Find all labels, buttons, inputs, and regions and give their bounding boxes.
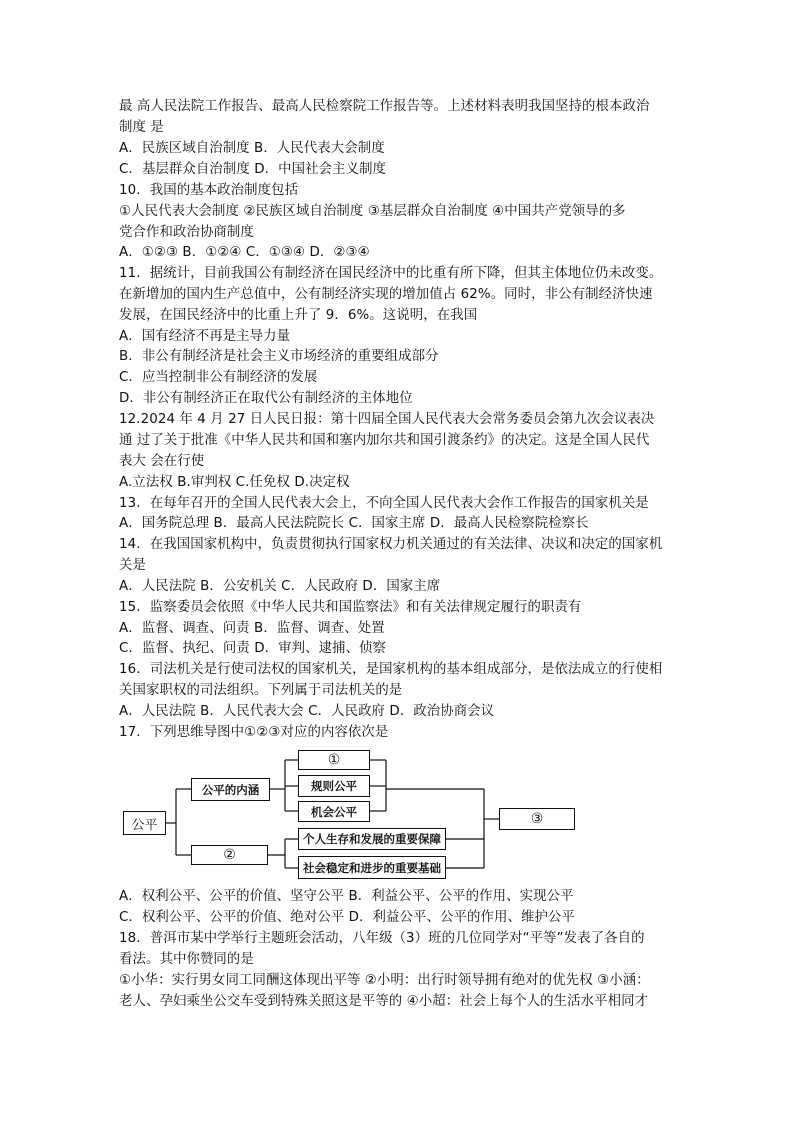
text-line: 发展，在国民经济中的比重上升了 9．6%。这说明，在我国: [119, 308, 478, 323]
text-line: 党合作和政治协商制度: [119, 225, 254, 240]
text-line: 在新增加的国内生产总值中，公有制经济实现的增加值占 62%。同时，非公有制经济快速: [119, 287, 653, 302]
option-line: D．非公有制经济正在取代公有制经济的主体地位: [119, 391, 413, 406]
text-line: 看法。其中你赞同的是: [119, 952, 254, 967]
option-line: B．非公有制经济是社会主义市场经济的重要组成部分: [119, 349, 439, 364]
text-line: 关国家职权的司法组织。下列属于司法机关的是: [119, 683, 403, 698]
mindmap-leaf-guarantee: 个人生存和发展的重要保障: [298, 828, 446, 850]
question-17: 17．下列思维导图中①②③对应的内容依次是: [119, 725, 389, 740]
option-line: A．①②③ B．①②④ C．①③④ D．②③④: [119, 245, 370, 260]
text-line: 表大 会在行使: [119, 454, 205, 469]
text-line: 最 高人民法院工作报告、最高人民检察院工作报告等。上述材料表明我国坚持的根本政治: [119, 99, 650, 114]
question-18: 18．普洱市某中学举行主题班会活动，八年级（3）班的几位同学对“平等”发表了各自的: [119, 931, 645, 946]
mindmap-root: 公平: [123, 811, 166, 835]
question-11: 11．据统计，目前我国公有制经济在国民经济中的比重有所下降，但其主体地位仍未改变。: [119, 266, 663, 281]
option-line: C．权利公平、公平的价值、绝对公平 D．利益公平、公平的作用、维护公平: [119, 910, 575, 925]
option-line: A．民族区域自治制度 B．人民代表大会制度: [119, 141, 385, 156]
mindmap-leaf-foundation: 社会稳定和进步的重要基础: [298, 856, 446, 879]
question-13: 13．在每年召开的全国人民代表大会上，不向全国人民代表大会作工作报告的国家机关是: [119, 496, 649, 511]
option-line: A．监督、调查、问责 B．监督、调查、处置: [119, 621, 385, 636]
text-line: 关是: [119, 558, 146, 573]
text-line: 老人、孕妇乘坐公交车受到特殊关照这是平等的 ④小超：社会上每个人的生活水平相同才: [119, 994, 649, 1009]
option-line: A．人民法院 B．人民代表大会 C．人民政府 D．政治协商会议: [119, 704, 495, 719]
option-line: C．应当控制非公有制经济的发展: [119, 370, 318, 385]
option-line: C．监督、执纪、问责 D．审判、逮捕、侦察: [119, 641, 387, 656]
option-line: A．国务院总理 B．最高人民法院院长 C．国家主席 D．最高人民检察院检察长: [119, 516, 589, 531]
option-line: A．人民法院 B．公安机关 C．人民政府 D．国家主席: [119, 579, 441, 594]
mindmap-leaf-opportunity-fairness: 机会公平: [298, 801, 370, 822]
option-line: A.立法权 B.审判权 C.任免权 D.决定权: [119, 475, 350, 490]
question-15: 15．监察委员会依照《中华人民共和国监察法》和有关法律规定履行的职责有: [119, 600, 582, 615]
mindmap-branch-inner-meaning: 公平的内涵: [191, 778, 270, 801]
mindmap-branch-blank-2: ②: [191, 845, 268, 865]
option-line: C．基层群众自治制度 D．中国社会主义制度: [119, 162, 387, 177]
text-line: ①小华：实行男女同工同酬这体现出平等 ②小明：出行时领导拥有绝对的优先权 ③小涵：: [119, 973, 650, 988]
question-14: 14．在我国国家机构中，负责贯彻执行国家权力机关通过的有关法律、决议和决定的国家机: [119, 537, 663, 552]
question-10: 10．我国的基本政治制度包括: [119, 183, 299, 198]
mindmap-result-blank-3: ③: [499, 808, 575, 830]
text-line: 通 过了关于批准《中华人民共和国和塞内加尔共和国引渡条约》的决定。这是全国人民代: [119, 433, 650, 448]
text-line: 制度 是: [119, 120, 164, 135]
mindmap-leaf-blank-1: ①: [298, 750, 370, 770]
question-16: 16．司法机关是行使司法权的国家机关，是国家机构的基本组成部分，是依法成立的行使相: [119, 662, 663, 677]
option-line: A．权利公平、公平的价值、坚守公平 B．利益公平、公平的作用、实现公平: [119, 889, 574, 904]
mindmap-leaf-rule-fairness: 规则公平: [298, 775, 370, 797]
text-line: ①人民代表大会制度 ②民族区域自治制度 ③基层群众自治制度 ④中国共产党领导的多: [119, 204, 626, 219]
question-12: 12.2024 年 4 月 27 日人民日报：第十四届全国人民代表大会常务委员会第九次会议表决: [119, 412, 655, 427]
option-line: A．国有经济不再是主导力量: [119, 329, 291, 344]
